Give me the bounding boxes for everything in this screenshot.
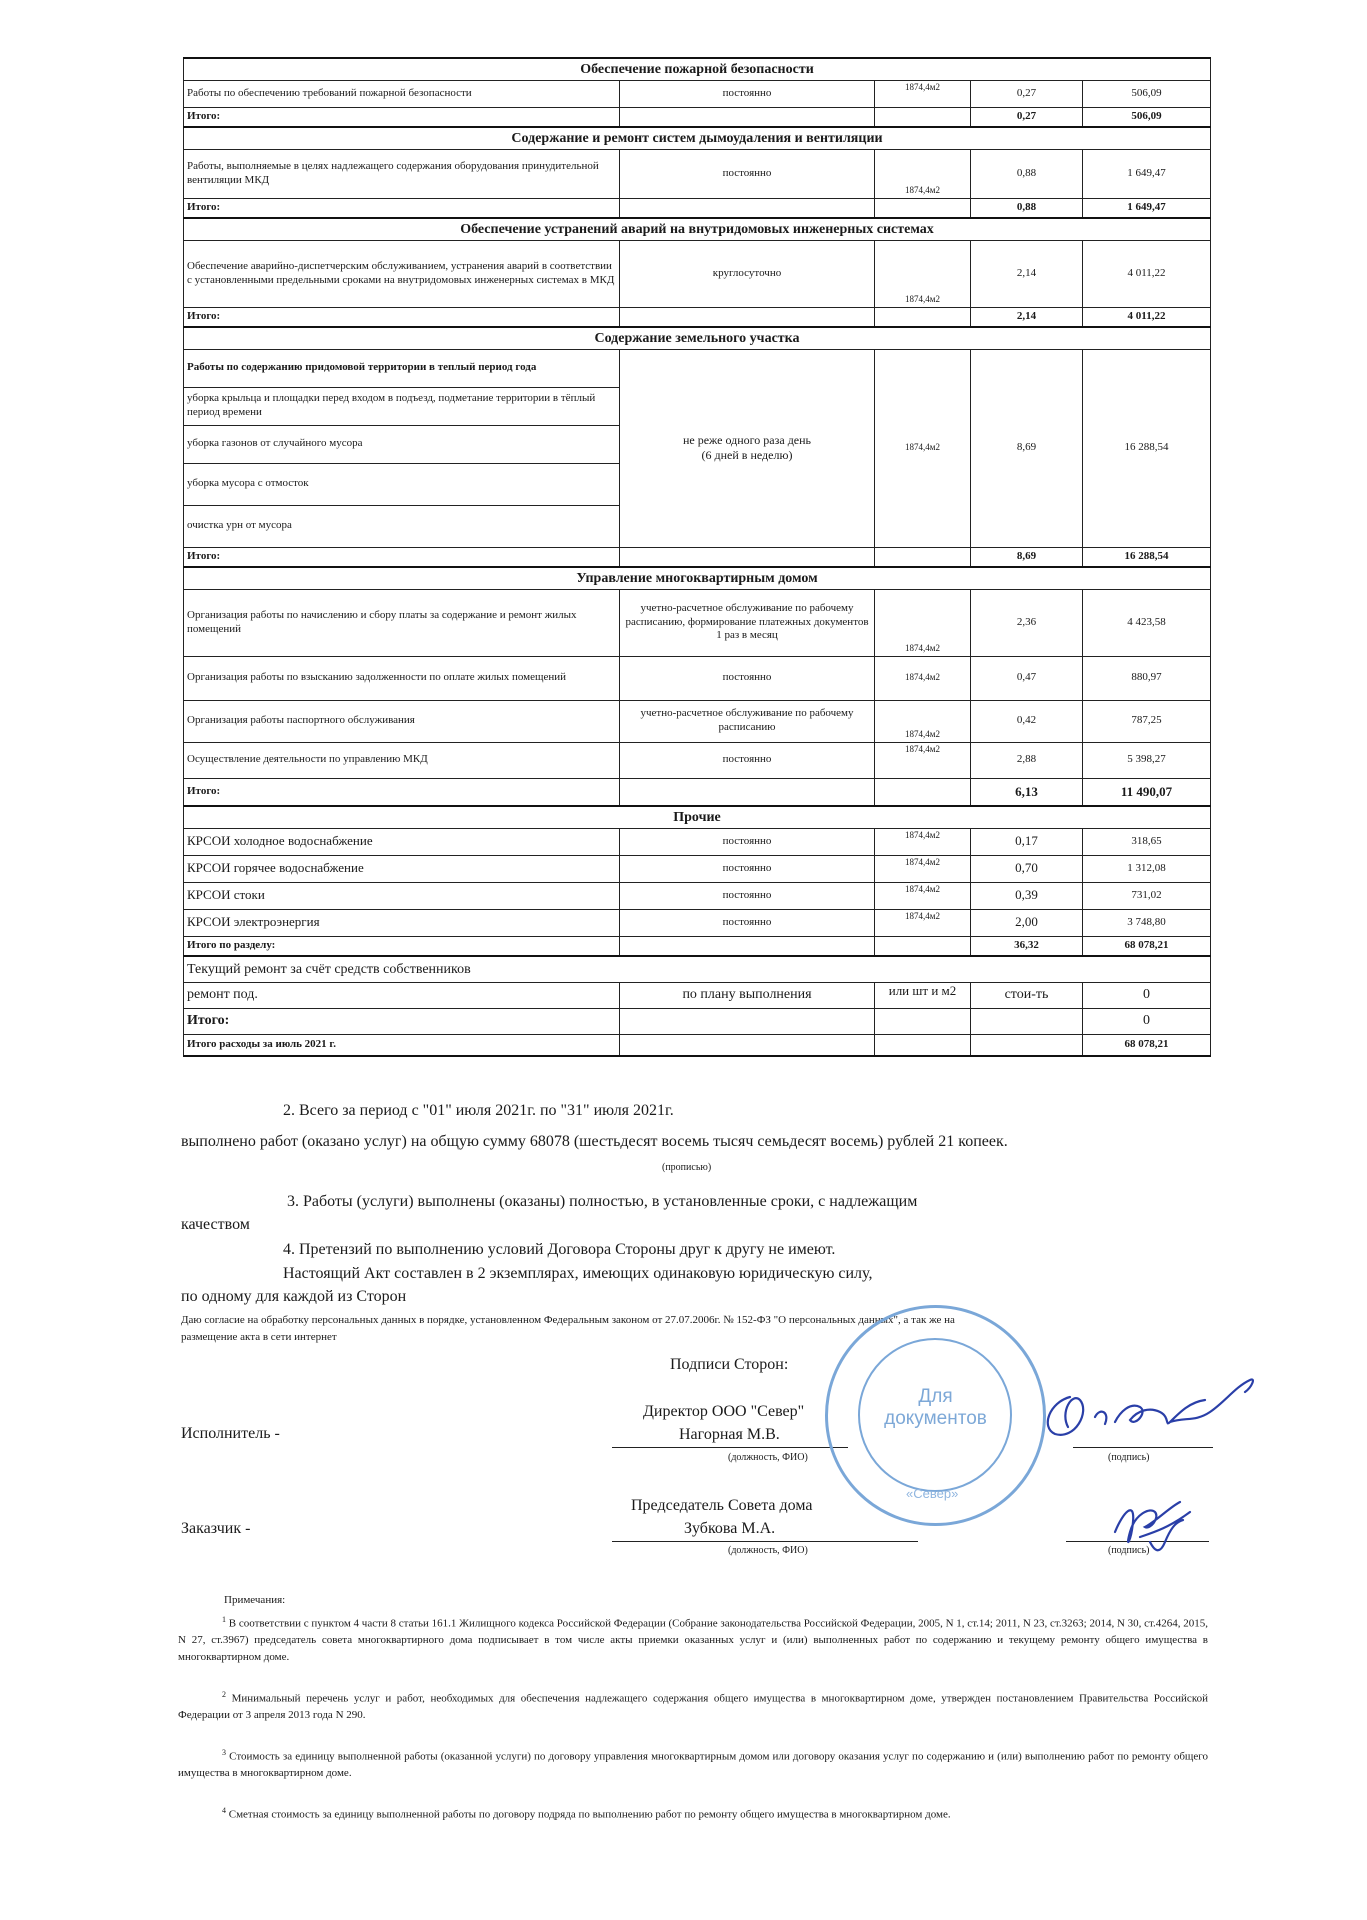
total-label: Итого: (184, 198, 620, 218)
total-sum: 68 078,21 (1083, 936, 1211, 956)
executor-fio-caption: (должность, ФИО) (728, 1452, 808, 1463)
work-period: учетно-расчетное обслуживание по рабочему расписанию (620, 700, 875, 742)
work-sum: 506,09 (1083, 80, 1211, 107)
work-unit: 1874,4м2 (875, 240, 971, 307)
executor-signature (1020, 1372, 1290, 1452)
total-rate: 0,88 (971, 198, 1083, 218)
work-sum: 731,02 (1083, 882, 1211, 909)
total-label: Итого: (184, 307, 620, 327)
total-rate: 0,27 (971, 107, 1083, 127)
total-sum: 16 288,54 (1083, 547, 1211, 567)
work-name: Осуществление деятельности по управлению МКД (184, 742, 620, 778)
section-heading: Содержание и ремонт систем дымоудаления и вентиляции (184, 127, 1211, 149)
total-sum: 0 (1083, 1008, 1211, 1034)
table-row (184, 80, 1211, 107)
caption-propisyu: (прописью) (662, 1162, 712, 1173)
work-unit: 1874,4м2 (875, 882, 971, 909)
section-land (184, 327, 1211, 349)
stamp-center-text: Для документов (884, 1386, 987, 1429)
work-name: Работы по обеспечению требований пожарной безопасности (184, 80, 620, 107)
table-row (184, 855, 1211, 882)
work-unit: или шт и м2 (875, 982, 971, 1008)
paragraph-5-cont: по одному для каждой из Сторон (181, 1288, 407, 1305)
work-period: учетно-расчетное обслуживание по рабочему расписанию, формирование платежных документов 1 раз в месяц (620, 589, 875, 656)
work-name: КРСОИ горячее водоснабжение (184, 855, 620, 882)
work-unit: 1874,4м2 (875, 656, 971, 700)
work-rate: 0,39 (971, 882, 1083, 909)
section-heading: Текущий ремонт за счёт средств собственников (184, 956, 1211, 982)
work-rate: 2,14 (971, 240, 1083, 307)
note-3 (178, 1747, 1208, 1782)
executor-label: Исполнитель - (181, 1425, 280, 1442)
section-heading: Содержание земельного участка (184, 327, 1211, 349)
total-rate: 36,32 (971, 936, 1083, 956)
table-row (184, 656, 1211, 700)
table-row (184, 149, 1211, 198)
executor-position: Директор ООО "Север" (643, 1403, 805, 1420)
customer-name: Зубкова М.А. (684, 1520, 776, 1537)
period-text: не реже одного раза день (6 дней в неделю) (682, 433, 812, 462)
work-period: постоянно (620, 909, 875, 936)
customer-position: Председатель Совета дома (631, 1497, 813, 1514)
notes-title: Примечания: (224, 1594, 286, 1606)
total-label: Итого: (184, 778, 620, 806)
work-rate: стои-ть (971, 982, 1083, 1008)
customer-sign-caption: (подпись) (1108, 1545, 1150, 1556)
section-repair (184, 956, 1211, 982)
work-rate: 2,36 (971, 589, 1083, 656)
work-name: КРСОИ электроэнергия (184, 909, 620, 936)
note-text: Сметная стоимость за единицу выполненной работы по договору подряда по выполнению работ по ремонту общего имущества в многоквартирном доме. (228, 1808, 951, 1821)
work-unit: 1874,4м2 (875, 742, 971, 778)
paragraph-4: 4. Претензий по выполнению условий Договора Стороны друг к другу не имеют. (283, 1241, 836, 1258)
work-sum: 880,97 (1083, 656, 1211, 700)
table-row (184, 909, 1211, 936)
work-name: Организация работы по начислению и сбору платы за содержание и ремонт жилых помещений (184, 589, 620, 656)
services-table (183, 57, 1211, 1057)
consent-line-2: размещение акта в сети интернет (181, 1331, 337, 1343)
work-unit: 1874,4м2 (875, 828, 971, 855)
work-item: уборка мусора с отмосток (184, 463, 620, 505)
note-text: Стоимость за единицу выполненной работы (оказанной услуги) по договору управления многоквартирным домом или договору оказания услуг по содержанию и (или) выполнению работ по ремонту общего имущества в многоквартирном доме. (178, 1750, 1209, 1780)
section-heading: Прочие (184, 806, 1211, 828)
total-row (184, 547, 1211, 567)
table-row (184, 589, 1211, 656)
section-heading: Управление многоквартирным домом (184, 567, 1211, 589)
work-item: уборка крыльца и площадки перед входом в подъезд, подметание территории в тёплый период времени (184, 387, 620, 425)
section-other (184, 806, 1211, 828)
work-period: постоянно (620, 656, 875, 700)
executor-sign-caption: (подпись) (1108, 1452, 1150, 1463)
work-rate: 0,70 (971, 855, 1083, 882)
note-1 (178, 1614, 1208, 1665)
consent-line-1: Даю согласие на обработку персональных данных в порядке, установленном Федеральным законом от 27.07.2006г. № 152-ФЗ "О персональных данных", а так же на (181, 1314, 955, 1326)
work-sum: 4 423,58 (1083, 589, 1211, 656)
total-row (184, 107, 1211, 127)
work-unit: 1874,4м2 (875, 149, 971, 198)
total-label: Итого по разделу: (184, 936, 620, 956)
work-sum: 16 288,54 (1083, 349, 1211, 547)
signatures-title: Подписи Сторон: (670, 1356, 789, 1373)
work-sum: 1 312,08 (1083, 855, 1211, 882)
section-management (184, 567, 1211, 589)
section-fire-safety (184, 58, 1211, 80)
work-rate: 0,42 (971, 700, 1083, 742)
work-period: постоянно (620, 828, 875, 855)
table-row (184, 742, 1211, 778)
total-row (184, 778, 1211, 806)
work-name: Организация работы паспортного обслуживания (184, 700, 620, 742)
note-text: Минимальный перечень услуг и работ, необходимых для обеспечения надлежащего содержания общего имущества в многоквартирном доме, утвержден постановлением Правительства Российской Федерации от 3 апреля 2013 года N 290. (178, 1692, 1208, 1722)
table-row (184, 240, 1211, 307)
work-unit: 1874,4м2 (875, 349, 971, 547)
work-name: КРСОИ холодное водоснабжение (184, 828, 620, 855)
paragraph-3-cont: качеством (181, 1216, 250, 1233)
total-label: Итого: (184, 1008, 620, 1034)
work-sum: 5 398,27 (1083, 742, 1211, 778)
paragraph-2-sum: выполнено работ (оказано услуг) на общую сумму 68078 (шестьдесят восемь тысяч семьдесят восемь) рублей 21 копеек. (181, 1133, 1008, 1150)
note-text: В соответствии с пунктом 4 части 8 статьи 161.1 Жилищного кодекса Российской Федерации (Собрание законодательства Российской Федерации, 2005, N 1, ст.14; 2011, N 23, ст.3263; 2014, N 30, ст.4264, 2015, N 27, ст.3967) председатель совета многоквартирного дома подписывает в том числе акты приемки оказанных услуг и (или) выполненных работ по содержанию и текущему ремонту общего имущества в многоквартирном доме. (178, 1617, 1209, 1663)
note-marker: 2 (222, 1690, 226, 1699)
work-sum: 4 011,22 (1083, 240, 1211, 307)
work-item: очистка урн от мусора (184, 505, 620, 547)
work-name: ремонт под. (184, 982, 620, 1008)
work-rate: 8,69 (971, 349, 1083, 547)
work-sum: 1 649,47 (1083, 149, 1211, 198)
table-row (184, 349, 1211, 387)
total-label: Итого: (184, 107, 620, 127)
work-rate: 0,27 (971, 80, 1083, 107)
executor-name: Нагорная М.В. (679, 1426, 780, 1443)
total-rate: 6,13 (971, 778, 1083, 806)
total-row (184, 307, 1211, 327)
total-sum: 1 649,47 (1083, 198, 1211, 218)
total-sum: 4 011,22 (1083, 307, 1211, 327)
work-rate: 2,88 (971, 742, 1083, 778)
work-sum: 0 (1083, 982, 1211, 1008)
work-unit: 1874,4м2 (875, 80, 971, 107)
work-name: Обеспечение аварийно-диспетчерским обслуживанием, устранения аварий в соответствии с установленными предельными сроками на внутридомовых инженерных системах в МКД (184, 240, 620, 307)
grand-total-label: Итого расходы за июль 2021 г. (184, 1034, 620, 1056)
note-marker: 3 (222, 1748, 226, 1757)
work-period: постоянно (620, 742, 875, 778)
customer-fio-caption: (должность, ФИО) (728, 1545, 808, 1556)
paragraph-2: 2. Всего за период с "01" июля 2021г. по "31" июля 2021г. (283, 1102, 674, 1119)
section-heading: Обеспечение устранений аварий на внутридомовых инженерных системах (184, 218, 1211, 240)
work-unit: 1874,4м2 (875, 909, 971, 936)
total-row (184, 1008, 1211, 1034)
grand-total-row (184, 1034, 1211, 1056)
work-unit: 1874,4м2 (875, 855, 971, 882)
work-unit: 1874,4м2 (875, 589, 971, 656)
table-row (184, 700, 1211, 742)
work-period: по плану выполнения (620, 982, 875, 1008)
work-rate: 2,00 (971, 909, 1083, 936)
paragraph-5: Настоящий Акт составлен в 2 экземплярах, имеющих одинаковую юридическую силу, (283, 1265, 873, 1282)
work-rate: 0,88 (971, 149, 1083, 198)
grand-total-sum: 68 078,21 (1083, 1034, 1211, 1056)
customer-label: Заказчик - (181, 1520, 251, 1537)
section-ventilation (184, 127, 1211, 149)
table-row (184, 882, 1211, 909)
work-period: круглосуточно (620, 240, 875, 307)
work-period: постоянно (620, 149, 875, 198)
work-sum: 787,25 (1083, 700, 1211, 742)
executor-fio-line (612, 1447, 848, 1448)
work-period: постоянно (620, 855, 875, 882)
customer-signature (1095, 1482, 1205, 1557)
stamp-company-name: «Север» (906, 1486, 959, 1501)
work-rate: 0,47 (971, 656, 1083, 700)
section-emergency (184, 218, 1211, 240)
work-rate: 0,17 (971, 828, 1083, 855)
total-sum: 11 490,07 (1083, 778, 1211, 806)
work-period: постоянно (620, 80, 875, 107)
section-total-row (184, 936, 1211, 956)
note-4 (178, 1805, 1208, 1823)
total-label: Итого: (184, 547, 620, 567)
work-name: Организация работы по взысканию задолженности по оплате жилых помещений (184, 656, 620, 700)
note-marker: 1 (222, 1615, 226, 1624)
work-name: Работы, выполняемые в целях надлежащего содержания оборудования принудительной вентиляции МКД (184, 149, 620, 198)
work-unit: 1874,4м2 (875, 700, 971, 742)
table-row (184, 982, 1211, 1008)
paragraph-3: 3. Работы (услуги) выполнены (оказаны) полностью, в установленные сроки, с надлежащим (287, 1193, 918, 1210)
note-2 (178, 1689, 1208, 1724)
total-sum: 506,09 (1083, 107, 1211, 127)
work-sum: 3 748,80 (1083, 909, 1211, 936)
total-rate: 8,69 (971, 547, 1083, 567)
work-name: КРСОИ стоки (184, 882, 620, 909)
note-marker: 4 (222, 1806, 226, 1815)
total-row (184, 198, 1211, 218)
table-row (184, 828, 1211, 855)
total-rate: 2,14 (971, 307, 1083, 327)
work-item: уборка газонов от случайного мусора (184, 425, 620, 463)
section-heading: Обеспечение пожарной безопасности (184, 58, 1211, 80)
work-sum: 318,65 (1083, 828, 1211, 855)
customer-fio-line (612, 1541, 918, 1542)
work-group-title: Работы по содержанию придомовой территории в теплый период года (184, 349, 620, 387)
company-stamp (825, 1305, 1046, 1526)
work-period: постоянно (620, 882, 875, 909)
work-period (620, 349, 875, 547)
